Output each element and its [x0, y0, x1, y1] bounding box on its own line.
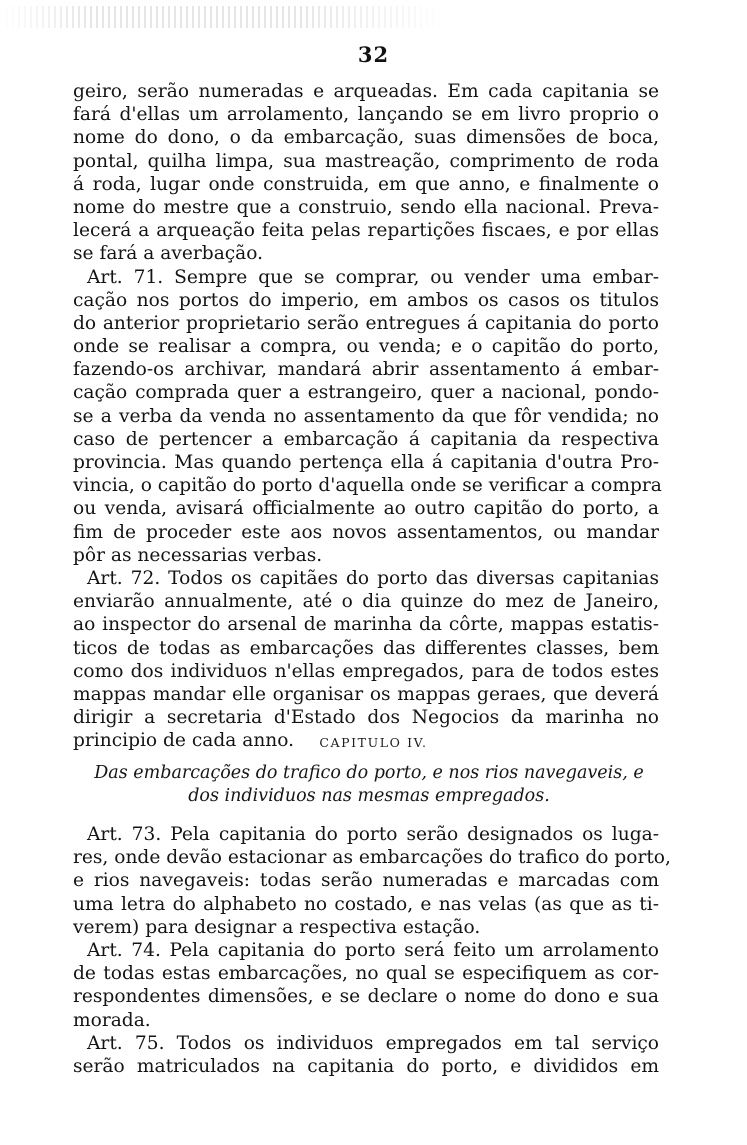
- text-line: se fará a averbação.: [73, 243, 264, 265]
- text-line: e rios navegaveis: todas serão numeradas e marcadas com: [73, 870, 659, 892]
- text-line: nome do dono, o da embarcação, suas dimensões de boca,: [73, 127, 659, 149]
- text-line: serão matriculados na capitania do porto, e divididos em: [73, 1055, 659, 1077]
- text-line: ao inspector do arsenal de marinha da côrte, mappas estatis-: [73, 614, 659, 636]
- text-line: provincia. Mas quando pertença ella á capitania d'outra Pro-: [73, 452, 659, 473]
- text-line: principio de cada anno.: [73, 730, 295, 752]
- text-line: ticos de todas as embarcações das differentes classes, bem: [73, 637, 659, 659]
- text-line: vincia, o capitão do porto d'aquella onde se verificar a compra: [73, 475, 662, 497]
- article-72-first-line: Art. 72. Todos os capitães do porto das diversas capitanias: [87, 567, 659, 589]
- scan-noise-strip: [0, 6, 747, 28]
- text-line: geiro, serão numeradas e arqueadas. Em cada capitania se: [73, 81, 659, 102]
- text-line: caso de pertencer a embarcação á capitania da respectiva: [73, 428, 659, 450]
- text-line: do anterior proprietario serão entregues á capitania do porto: [73, 312, 659, 334]
- text-line: onde se realisar a compra, ou venda; e o capitão do porto,: [73, 336, 659, 358]
- text-line: uma letra do alphabeto no costado, e nas velas (as que as ti-: [73, 893, 659, 915]
- text-line: lecerá a arqueação feita pelas repartições fiscaes, e por ellas: [73, 220, 659, 242]
- text-line: á roda, lugar onde construida, em que anno, e finalmente o: [73, 173, 659, 195]
- article-75-first-line: Art. 75. Todos os individuos empregados em tal serviço: [87, 1032, 659, 1054]
- text-block-bottom: [73, 823, 671, 1078]
- text-line: fim de proceder este aos novos assentamentos, ou mandar: [73, 521, 659, 543]
- text-line: verem) para designar a respectiva estação.: [73, 916, 481, 938]
- text-line: res, onde devão estacionar as embarcações do trafico do porto,: [73, 847, 671, 869]
- text-line: cação nos portos do imperio, em ambos os casos os titulos: [73, 289, 659, 311]
- text-line: ou venda, avisará officialmente ao outro capitão do porto, a: [73, 498, 659, 520]
- text-block-top: [73, 80, 662, 752]
- text-line: pôr as necessarias verbas.: [73, 544, 323, 566]
- text-line: fazendo-os archivar, mandará abrir assentamento á embar-: [73, 359, 659, 381]
- text-line: se a verba da venda no assentamento da que fôr vendida; no: [73, 405, 659, 427]
- text-line: enviarão annualmente, até o dia quinze do mez de Janeiro,: [73, 591, 659, 613]
- text-line: pontal, quilha limpa, sua mastreação, comprimento de roda: [73, 150, 659, 172]
- text-line: de todas estas embarcações, no qual se especifiquem as cor-: [73, 963, 659, 985]
- chapter-subtitle: [70, 762, 668, 807]
- page-number: 32: [357, 42, 390, 67]
- text-line: fará d'ellas um arrolamento, lançando se em livro proprio o: [73, 104, 659, 126]
- chapter-subtitle-line: dos individuos nas mesmas empregados.: [188, 785, 550, 806]
- text-line: mappas mandar elle organisar os mappas geraes, que deverá: [73, 683, 659, 705]
- article-71-first-line: Art. 71. Sempre que se comprar, ou vender uma embar-: [87, 266, 659, 288]
- chapter-subtitle-line: Das embarcações do trafico do porto, e nos rios navegaveis, e: [94, 763, 644, 783]
- text-line: respondentes dimensões, e se declare o nome do dono e sua: [73, 986, 659, 1008]
- text-line: morada.: [73, 1009, 151, 1031]
- article-73-first-line: Art. 73. Pela capitania do porto serão designados os luga-: [87, 824, 659, 845]
- text-line: dirigir a secretaria d'Estado dos Negocios da marinha no: [73, 707, 659, 729]
- text-line: nome do mestre que a construio, sendo ella nacional. Preva-: [73, 196, 659, 218]
- chapter-heading: CAPITULO IV.: [319, 735, 428, 750]
- text-line: cação comprada quer a estrangeiro, quer a nacional, pondo-: [73, 382, 659, 404]
- text-line: como dos individuos n'ellas empregados, para de todos estes: [73, 660, 659, 682]
- article-74-first-line: Art. 74. Pela capitania do porto será feito um arrolamento: [87, 939, 659, 961]
